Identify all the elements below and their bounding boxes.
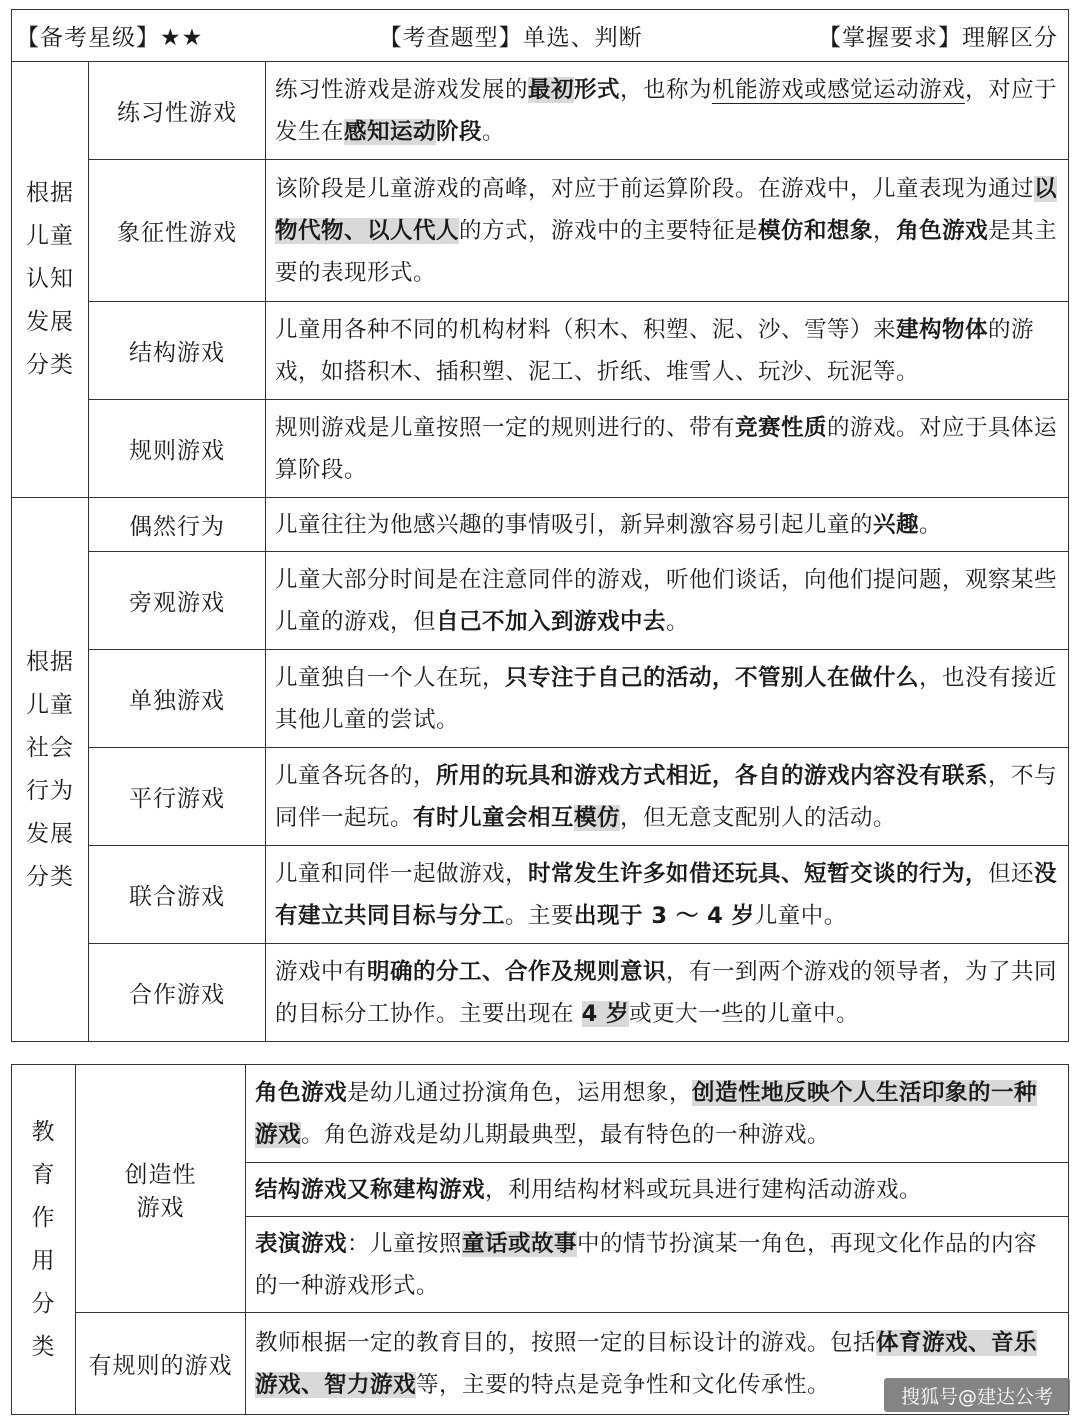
text-segment: 儿童独自一个人在玩， bbox=[275, 664, 506, 691]
game-type-description bbox=[266, 748, 1069, 846]
category-char: 分类 bbox=[26, 863, 74, 890]
creative-game-name bbox=[76, 1065, 246, 1313]
text-segment: 或更大一些的儿童中。 bbox=[629, 1000, 860, 1027]
game-type-description bbox=[266, 552, 1069, 650]
game-type-name: 旁观游戏 bbox=[89, 552, 266, 650]
text-segment: 该阶段是儿童游戏的高峰，对应于前运算阶段。在游戏中，儿童表现为通过 bbox=[275, 175, 1035, 202]
category-char: 根据 bbox=[26, 648, 74, 675]
text-segment: 创造性地反映个人生活印象的一种游戏 bbox=[255, 1079, 1038, 1148]
text-segment: 角色游戏 bbox=[255, 1079, 348, 1106]
creative-row-structure bbox=[246, 1163, 1069, 1217]
category-char: 儿童 bbox=[26, 691, 74, 718]
text-segment: ，有一到两个游戏的领导者，为了共同的目标分工协作。主要出现在 bbox=[275, 958, 1058, 1027]
game-type-name: 平行游戏 bbox=[89, 748, 266, 846]
text-segment: ，不与同伴一起玩。 bbox=[275, 762, 1058, 831]
table-row bbox=[12, 944, 1069, 1042]
text-segment: 规则游戏是儿童按照一定的规则进行的、带有 bbox=[275, 414, 736, 441]
game-type-description bbox=[266, 302, 1069, 400]
category-char: 社会 bbox=[26, 734, 74, 761]
text-segment: 。 bbox=[482, 118, 506, 145]
text-segment: 模仿 bbox=[574, 804, 621, 831]
text-segment: 自己不加入到游戏中去 bbox=[436, 608, 667, 635]
game-type-name: 结构游戏 bbox=[89, 302, 266, 400]
table-row bbox=[12, 650, 1069, 748]
text-segment: 儿童和同伴一起做游戏， bbox=[275, 860, 529, 887]
text-segment: 表演游戏 bbox=[255, 1230, 348, 1257]
text-segment: 最初 bbox=[528, 76, 575, 103]
game-type-description bbox=[266, 650, 1069, 748]
text-segment: 感知运动 bbox=[344, 118, 437, 145]
creative-row-role bbox=[246, 1065, 1069, 1163]
game-type-description bbox=[266, 62, 1069, 160]
category-char: 游戏 bbox=[136, 1194, 185, 1221]
text-segment: 体育游戏、音乐游戏、智力游戏 bbox=[255, 1329, 1038, 1398]
text-segment: 的游戏，如搭积木、插积塑、泥工、折纸、堆雪人、玩沙、玩泥等。 bbox=[275, 316, 1035, 385]
category-char: 儿童 bbox=[26, 223, 74, 249]
text-segment: 。 bbox=[919, 511, 943, 538]
game-type-name: 联合游戏 bbox=[89, 846, 266, 944]
text-segment: 模仿和想象 bbox=[758, 217, 874, 244]
game-type-name: 练习性游戏 bbox=[89, 62, 266, 160]
text-segment: ，也称为 bbox=[620, 76, 713, 103]
level-label: 【备考星级】★★ bbox=[16, 25, 204, 51]
game-type-name: 合作游戏 bbox=[89, 944, 266, 1042]
text-segment: ，但无意支配别人的活动。 bbox=[620, 804, 897, 831]
text-segment: 建构物体 bbox=[896, 316, 989, 343]
text-segment: 明确的分工、合作及规则意识 bbox=[367, 958, 667, 985]
table-row bbox=[12, 498, 1069, 552]
category-char: 育 bbox=[31, 1161, 56, 1188]
text-segment: 角色游戏 bbox=[896, 217, 989, 244]
social-category-label bbox=[12, 498, 89, 1042]
game-type-name: 象征性游戏 bbox=[89, 160, 266, 302]
game-type-name: 单独游戏 bbox=[89, 650, 266, 748]
text-segment: 结构游戏又称建构游戏 bbox=[255, 1176, 486, 1203]
game-type-description bbox=[266, 944, 1069, 1042]
text-segment: 但还 bbox=[988, 860, 1035, 887]
text-segment: ， bbox=[873, 217, 897, 244]
table-row bbox=[12, 62, 1069, 160]
category-char: 发展 bbox=[26, 309, 74, 335]
text-segment: 兴趣 bbox=[873, 511, 920, 538]
text-segment: 时常发生许多如借还玩具、短暂交谈的行为， bbox=[528, 860, 989, 887]
text-segment: 儿童往往为他感兴趣的事情吸引，新异刺激容易引起儿童的 bbox=[275, 511, 874, 538]
text-segment: 形式 bbox=[574, 76, 621, 103]
text-segment: 是其主要的表现形式。 bbox=[275, 217, 1058, 286]
text-segment: 。主要 bbox=[505, 902, 575, 929]
game-type-description bbox=[266, 400, 1069, 498]
text-segment: 出现于 3 ～ 4 岁 bbox=[574, 902, 755, 929]
game-type-description bbox=[266, 846, 1069, 944]
category-char: 根据 bbox=[26, 180, 74, 206]
category-char: 行为 bbox=[26, 777, 74, 804]
text-segment: 练习性游戏是游戏发展的 bbox=[275, 76, 529, 103]
watermark: 搜狐号@建达公考 bbox=[884, 1378, 1070, 1412]
text-segment: ，利用结构材料或玩具进行建构活动游戏。 bbox=[485, 1176, 923, 1203]
text-segment: ，也没有接近其他儿童的尝试。 bbox=[275, 664, 1058, 733]
category-char: 创造性 bbox=[124, 1161, 197, 1188]
creative-row-performance bbox=[246, 1217, 1069, 1313]
text-segment: 没有建立共同目标与分工 bbox=[275, 860, 1058, 929]
category-char: 用 bbox=[31, 1247, 56, 1274]
game-type-name: 偶然行为 bbox=[89, 498, 266, 552]
game-type-description bbox=[266, 498, 1069, 552]
text-segment: 儿童中。 bbox=[754, 902, 847, 929]
text-segment: 只专注于自己的活动，不管别人在做什么 bbox=[505, 664, 920, 691]
category-char: 认知 bbox=[26, 266, 74, 292]
text-segment: 童话或故事 bbox=[462, 1230, 578, 1257]
game-type-name: 规则游戏 bbox=[89, 400, 266, 498]
text-segment: ：儿童按照 bbox=[347, 1230, 463, 1257]
text-segment: 教师根据一定的教育目的，按照一定的目标设计的游戏。包括 bbox=[255, 1329, 877, 1356]
requirement-label: 【掌握要求】理解区分 bbox=[818, 25, 1058, 51]
table-row bbox=[12, 552, 1069, 650]
text-segment: 的游戏。对应于具体运算阶段。 bbox=[275, 414, 1058, 483]
game-type-description bbox=[266, 160, 1069, 302]
education-category-label bbox=[12, 1065, 76, 1415]
text-segment: 阶段 bbox=[436, 118, 483, 145]
text-segment: 游戏中有 bbox=[275, 958, 368, 985]
table-row bbox=[12, 160, 1069, 302]
game-classification-table bbox=[11, 61, 1069, 1042]
text-segment: 等，主要的特点是竞争性和文化传承性。 bbox=[416, 1371, 831, 1398]
table-row bbox=[12, 400, 1069, 498]
text-segment: 所用的玩具和游戏方式相近，各自的游戏内容没有联系 bbox=[436, 762, 989, 789]
text-segment: 。角色游戏是幼儿期最典型，最有特色的一种游戏。 bbox=[301, 1121, 831, 1148]
text-segment: 是幼儿通过扮演角色，运用想象， bbox=[347, 1079, 693, 1106]
text-segment: ，对应于发生在 bbox=[275, 76, 1058, 145]
table-row bbox=[12, 846, 1069, 944]
text-segment: 有时儿童会相互 bbox=[413, 804, 575, 831]
header-bar bbox=[11, 9, 1069, 61]
text-segment: 儿童大部分时间是在注意同伴的游戏，听他们谈话，向他们提问题，观察某些儿童的游戏，但 bbox=[275, 566, 1058, 635]
text-segment: 机能游戏或感觉运动游戏 bbox=[712, 76, 966, 103]
category-char: 教 bbox=[31, 1118, 56, 1145]
category-char: 类 bbox=[31, 1333, 56, 1360]
category-char: 分 bbox=[31, 1290, 56, 1317]
category-char: 分类 bbox=[26, 352, 74, 378]
text-segment: 儿童各玩各的， bbox=[275, 762, 437, 789]
text-segment: 以物代物、以人代人 bbox=[275, 175, 1058, 244]
type-label: 【考查题型】单选、判断 bbox=[378, 25, 643, 51]
text-segment: 中的情节扮演某一角色，再现文化作品的内容的一种游戏形式。 bbox=[255, 1230, 1038, 1299]
text-segment: 的方式，游戏中的主要特征是 bbox=[459, 217, 759, 244]
category-char: 发展 bbox=[26, 820, 74, 847]
category-char: 作 bbox=[31, 1204, 56, 1231]
text-segment: 。 bbox=[666, 608, 690, 635]
cognitive-category-label bbox=[12, 62, 89, 498]
text-segment: 儿童用各种不同的机构材料（积木、积塑、泥、沙、雪等）来 bbox=[275, 316, 897, 343]
text-segment: 4 岁 bbox=[581, 1000, 630, 1027]
education-classification-table bbox=[11, 1064, 1069, 1415]
rules-game-name: 有规则的游戏 bbox=[76, 1313, 246, 1415]
text-segment: 竞赛性质 bbox=[735, 414, 828, 441]
table-row bbox=[12, 302, 1069, 400]
table-row bbox=[12, 748, 1069, 846]
